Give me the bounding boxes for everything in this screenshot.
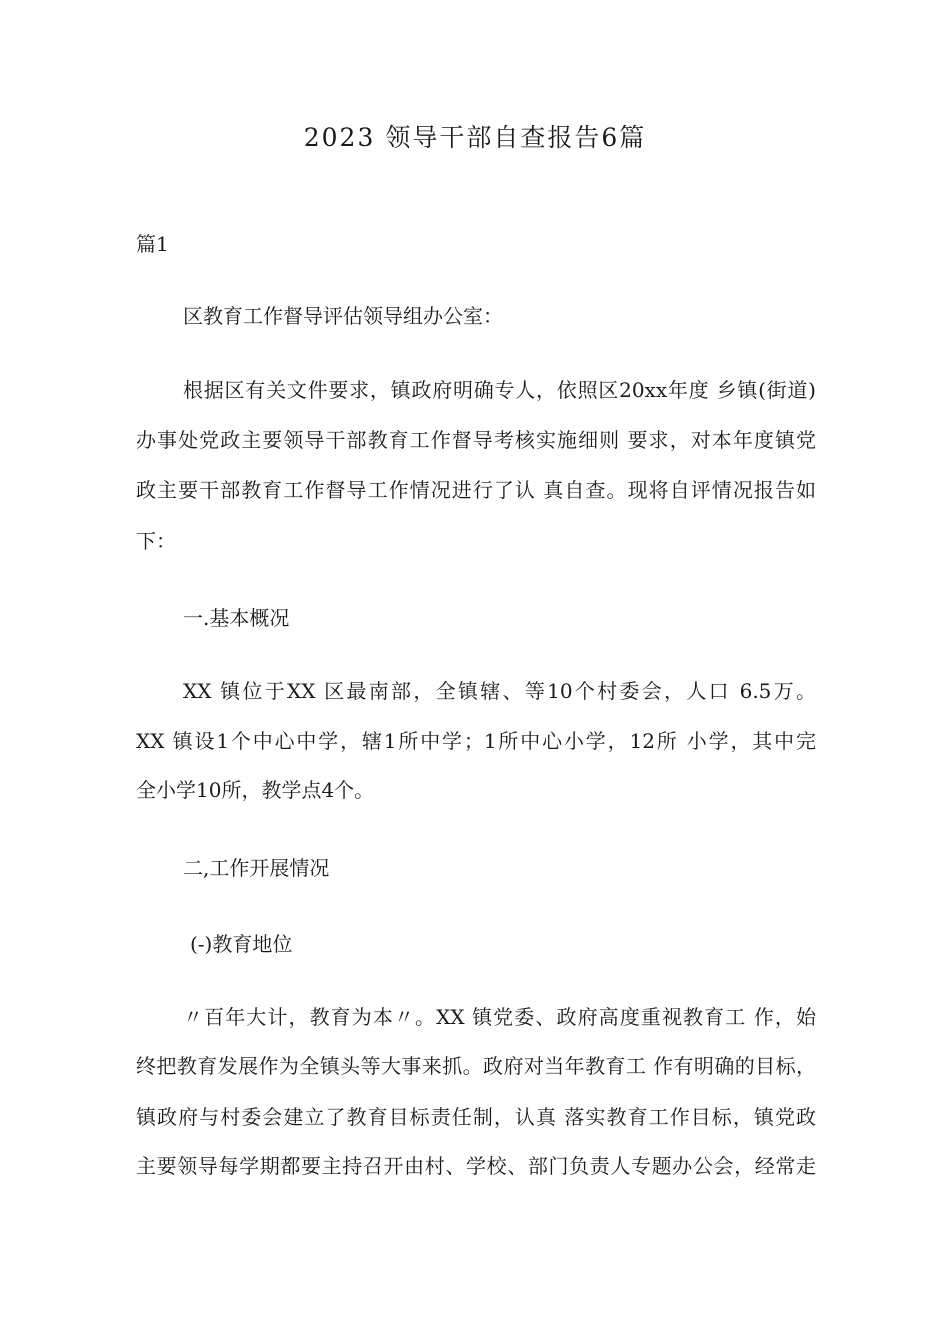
salutation: 区教育工作督导评估领导组办公室： (183, 304, 503, 328)
heading-work-progress: 二,工作开展情况 (183, 856, 330, 880)
document-title: 2023 领导干部自查报告6篇 (303, 123, 647, 152)
intro-line-3: 政主要干部教育工作督导工作情况进行了认 真自查。现将自评情况报告如 (136, 478, 816, 502)
overview-line-3: 全小学10所，教学点4个。 (136, 778, 375, 802)
education-line-3: 镇政府与村委会建立了教育目标责任制，认真 落实教育工作目标，镇党政 (136, 1105, 816, 1129)
education-line-4: 主要领导每学期都要主持召开由村、学校、部门负责人专题办公会，经常走 (136, 1154, 816, 1178)
heading-basic-overview: 一.基本概况 (183, 606, 290, 630)
intro-line-4: 下： (136, 529, 176, 553)
overview-line-1: XX 镇位于XX 区最南部，全镇辖、等10个村委会，人口 6.5万。 (183, 679, 816, 703)
education-line-1: 〃百年大计，教育为本〃。XX 镇党委、政府高度重视教育工 作，始 (183, 1005, 816, 1029)
section-label: 篇1 (136, 232, 169, 256)
intro-line-1: 根据区有关文件要求，镇政府明确专人，依照区20xx年度 乡镇(街道) (183, 378, 816, 402)
subheading-education-status: (-)教育地位 (190, 932, 293, 956)
intro-line-2: 办事处党政主要领导干部教育工作督导考核实施细则 要求，对本年度镇党 (136, 428, 816, 452)
overview-line-2: XX 镇设1个中心中学，辖1所中学；1所中心小学，12所 小学，其中完 (136, 729, 816, 753)
education-line-2: 终把教育发展作为全镇头等大事来抓。政府对当年教育工 作有明确的目标， (136, 1054, 816, 1078)
